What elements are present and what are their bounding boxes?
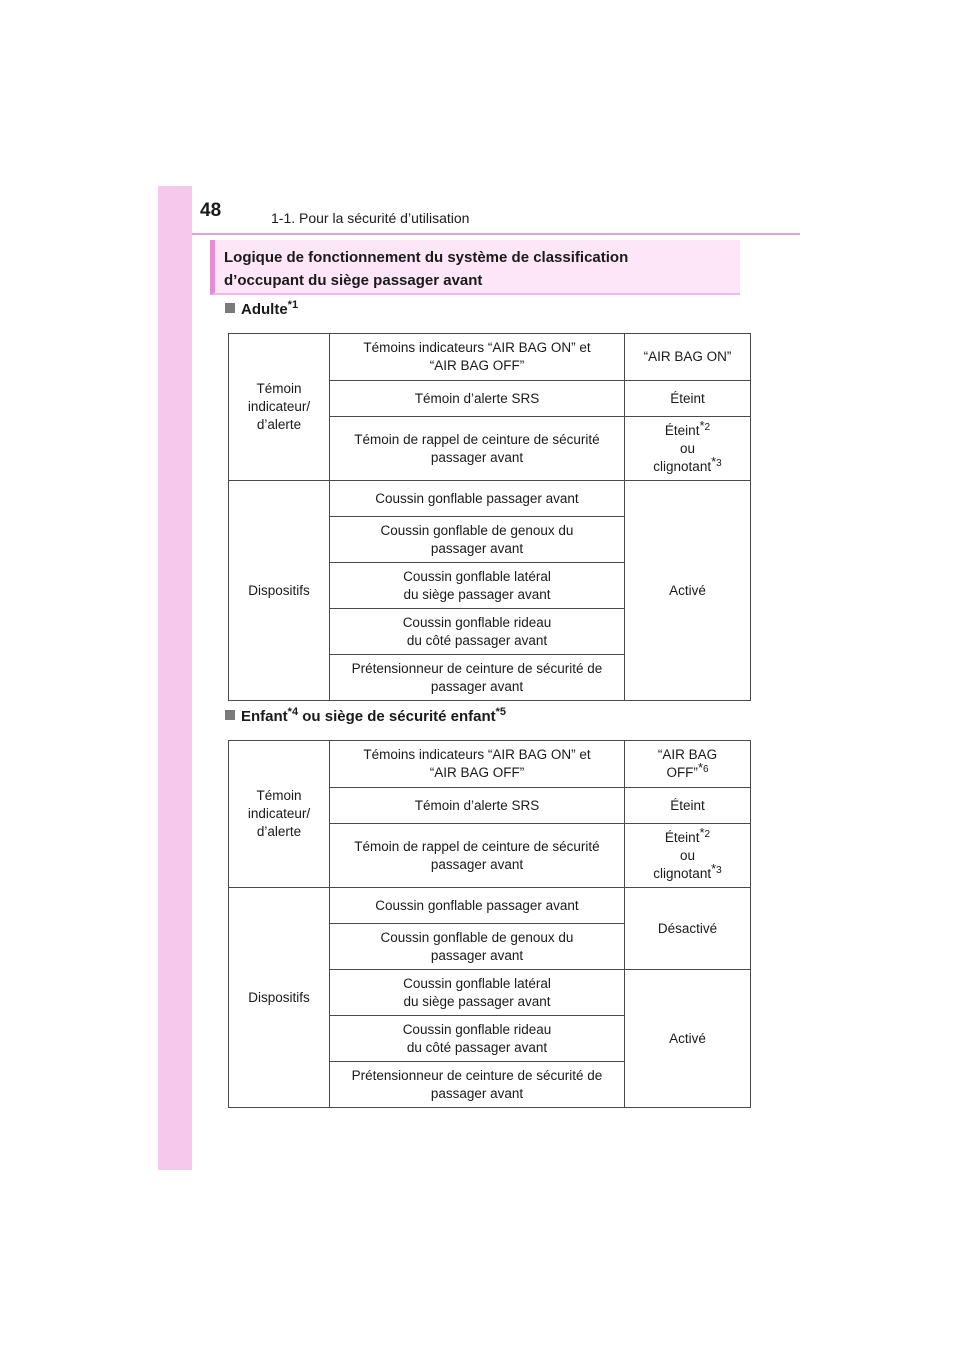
devices-group-cell: Dispositifs [229,888,330,1108]
table-row [229,481,751,517]
device-label: Coussin gonflable latéral du siège passager avant [330,970,625,1016]
indicator-group-cell: Témoin indicateur/ d’alerte [229,334,330,481]
devices-status: Activé [625,481,751,701]
indicator-group-cell: Témoin indicateur/ d’alerte [229,741,330,888]
row-value: Éteint$^{*2}$ ou clignotant$^{*3}$ [625,417,751,481]
running-header: 1-1. Pour la sécurité d’utilisation [271,210,470,226]
device-label: Coussin gonflable rideau du côté passager avant [330,609,625,655]
devices-status-disabled: Désactivé [625,888,751,970]
row-value: “AIR BAG ON” [625,334,751,381]
row-label: Témoin de rappel de ceinture de sécurité passager avant [330,417,625,481]
device-label: Prétensionneur de ceinture de sécurité de passager avant [330,655,625,701]
row-value: Éteint$^{*2}$ ou clignotant$^{*3}$ [625,824,751,888]
section-title-box [210,240,740,295]
device-label: Coussin gonflable de genoux du passager avant [330,517,625,563]
child-heading: Enfant$^{*4}$ ou siège de sécurité enfant$^{*5}$ [225,708,506,725]
row-label: Témoin de rappel de ceinture de sécurité passager avant [330,824,625,888]
device-label: Coussin gonflable de genoux du passager avant [330,924,625,970]
row-value: Éteint [625,381,751,417]
adult-heading [225,301,298,318]
devices-status-enabled: Activé [625,970,751,1108]
table-row [229,741,751,788]
device-label: Coussin gonflable rideau du côté passager avant [330,1016,625,1062]
page-number: 48 [200,200,222,221]
square-bullet-icon [225,303,235,313]
row-label: Témoins indicateurs “AIR BAG ON” et “AIR BAG OFF” [330,334,625,381]
header-divider [192,233,800,235]
device-label: Prétensionneur de ceinture de sécurité de passager avant [330,1062,625,1108]
row-label: Témoin d’alerte SRS [330,788,625,824]
row-value: Éteint [625,788,751,824]
devices-group-cell: Dispositifs [229,481,330,701]
section-title-line-1: Logique de fonctionnement du système de classification [224,249,629,266]
row-value: “AIR BAG OFF”$^{*6}$ [625,741,751,788]
device-label: Coussin gonflable latéral du siège passager avant [330,563,625,609]
device-label: Coussin gonflable passager avant [330,888,625,924]
adult-heading-text: Adulte [241,301,288,318]
table-row [229,334,751,381]
section-title-line-2: d’occupant du siège passager avant [224,272,483,289]
table-row [229,888,751,924]
chapter-side-band [158,186,192,1170]
square-bullet-icon [225,710,235,720]
adult-table [228,333,751,701]
row-label: Témoin d’alerte SRS [330,381,625,417]
child-table [228,740,751,1108]
device-label: Coussin gonflable passager avant [330,481,625,517]
row-label: Témoins indicateurs “AIR BAG ON” et “AIR BAG OFF” [330,741,625,788]
adult-heading-note: *1 [287,299,299,311]
